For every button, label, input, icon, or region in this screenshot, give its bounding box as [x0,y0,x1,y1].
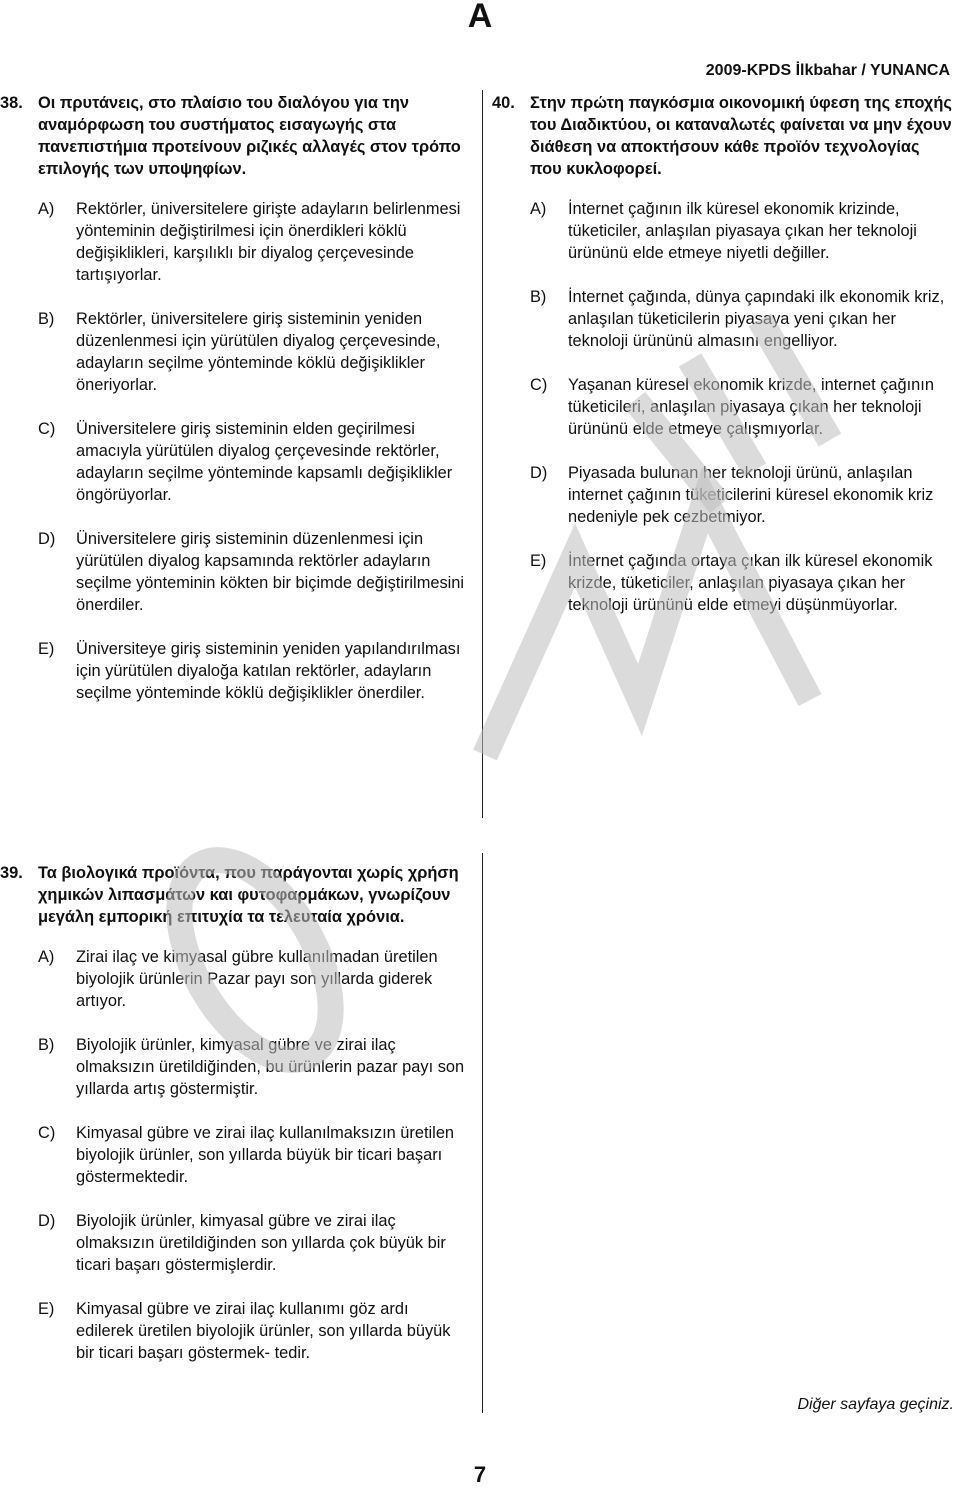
option-e[interactable] [0,638,470,704]
column-divider [482,90,483,818]
option-letter: D) [530,464,548,482]
option-text: Rektörler, üniversitelere giriş sisteminin yeniden düzenlenmesi için yürütülen diyalog çerçevesinde, adayların seçilme yönteminde köklü değişiklikler öneriyorlar. [76,310,441,394]
option-text: Yaşanan küresel ekonomik krizde, internet çağının tüketicileri, anlaşılan piyasaya çıkan her teknoloji ürününü elde etmeye çalışmıyorlar. [568,376,934,438]
option-letter: B) [530,288,547,306]
option-list [492,198,954,616]
option-d[interactable] [0,1210,470,1276]
option-letter: D) [38,1212,56,1230]
next-page-note: Diğer sayfaya geçiniz. [797,1396,954,1413]
option-letter: D) [38,530,56,548]
option-text: Zirai ilaç ve kimyasal gübre kullanılmadan üretilen biyolojik ürünlerin Pazar payı son yıllarda giderek artıyor. [76,948,438,1010]
option-text: Üniversitelere giriş sisteminin elden geçirilmesi amacıyla yürütülen diyalog çerçevesinde rektörler, adayların seçilme yönteminde kapsamlı değişiklikler öngörüyorlar. [76,420,453,504]
option-b[interactable] [0,308,470,396]
option-c[interactable] [0,418,470,506]
question-39 [0,862,470,1386]
option-letter: E) [530,552,547,570]
question-stem: Οι πρυτάνεις, στο πλαίσιο του διαλόγου για την αναμόρφωση του συστήματος εισαγωγής στα πανεπιστήμια προτείνουν ριζικές αλλαγές στον τρόπο επιλογής των υποψηφίων. [38,94,461,178]
option-letter: A) [530,200,547,218]
question-40 [492,92,954,638]
option-b[interactable] [0,1034,470,1100]
question-38 [0,92,470,726]
question-number: 39. [0,864,23,882]
option-text: Biyolojik ürünler, kimyasal gübre ve zirai ilaç olmaksızın üretildiğinden son yıllarda çok büyük bir ticari başarı göstermişlerdir. [76,1212,446,1274]
option-e[interactable] [0,1298,470,1364]
option-text: Üniversitelere giriş sisteminin düzenlenmesi için yürütülen diyalog kapsamında rektörler adayların seçilme yönteminin kökten bir biçimde değiştirilmesini önerdiler. [76,530,465,614]
option-letter: C) [38,420,56,438]
question-stem: Στην πρώτη παγκόσμια οικονομική ύφεση της εποχής του Διαδικτύου, οι καταναλωτές φαίνεται να μην έχουν διάθεση να αποκτήσουν κάθε προϊόν τεχνολογίας που κυκλοφορεί. [530,94,952,178]
option-text: İnternet çağının ilk küresel ekonomik krizinde, tüketiciler, anlaşılan piyasaya çıkan her teknoloji ürününü elde etmeye niyetli değiller. [568,200,917,262]
option-letter: A) [38,200,55,218]
option-text: Biyolojik ürünler, kimyasal gübre ve zirai ilaç olmaksızın üretildiğinden, bu ürünlerin pazar payı son yıllarda artış göstermiştir. [76,1036,465,1098]
exam-header: 2009-KPDS İlkbahar / YUNANCA [705,62,950,79]
option-letter: B) [38,1036,55,1054]
option-text: Kimyasal gübre ve zirai ilaç kullanımı göz ardı edilerek üretilen biyolojik ürünler, son yıllarda büyük bir ticari başarı göstermek- tedir. [76,1300,451,1362]
option-text: Üniversiteye giriş sisteminin yeniden yapılandırılması için yürütülen diyaloğa katılan rektörler, adayların seçilme yönteminde köklü değişiklikler önerdiler. [76,640,461,702]
option-b[interactable] [492,286,954,352]
option-letter: C) [530,376,548,394]
option-letter: B) [38,310,55,328]
option-letter: E) [38,640,55,658]
option-list [0,198,470,704]
option-text: Rektörler, üniversitelere girişte adayların belirlenmesi yönteminin değiştirilmesi için önerdikleri köklü değişiklikleri, karşılıklı bir diyalog çerçevesinde tartışıyorlar. [76,200,461,284]
option-c[interactable] [492,374,954,440]
option-letter: A) [38,948,55,966]
option-d[interactable] [492,462,954,528]
option-a[interactable] [0,198,470,286]
option-a[interactable] [0,946,470,1012]
option-text: İnternet çağında ortaya çıkan ilk küresel ekonomik krizde, tüketiciler, anlaşılan piyasaya çıkan her teknoloji ürününü elde etmeyi düşünmüyorlar. [568,552,933,614]
option-e[interactable] [492,550,954,616]
option-text: Piyasada bulunan her teknoloji ürünü, anlaşılan internet çağının tüketicilerini küresel ekonomik kriz nedeniyle pek cezbetmiyor. [568,464,934,526]
page-number: 7 [473,1462,487,1487]
question-number: 38. [0,94,23,112]
column-divider [482,853,483,1413]
booklet-letter: A [467,0,493,35]
option-letter: E) [38,1300,55,1318]
option-list [0,946,470,1364]
option-letter: C) [38,1124,56,1142]
question-number: 40. [492,94,515,112]
option-d[interactable] [0,528,470,616]
question-stem: Τα βιολογικά προϊόντα, που παράγονται χωρίς χρήση χημικών λιπασμάτων και φυτοφαρμάκων, γνωρίζουν μεγάλη εμπορική επιτυχία τα τελευταία χρόνια. [38,864,459,926]
option-text: Kimyasal gübre ve zirai ilaç kullanılmaksızın üretilen biyolojik ürünler, son yıllarda büyük bir ticari başarı göstermektedir. [76,1124,455,1186]
option-a[interactable] [492,198,954,264]
option-text: İnternet çağında, dünya çapındaki ilk ekonomik kriz, anlaşılan tüketicilerin piyasaya yeni çıkan her teknoloji ürününü almasını engelliyor. [568,288,945,350]
option-c[interactable] [0,1122,470,1188]
